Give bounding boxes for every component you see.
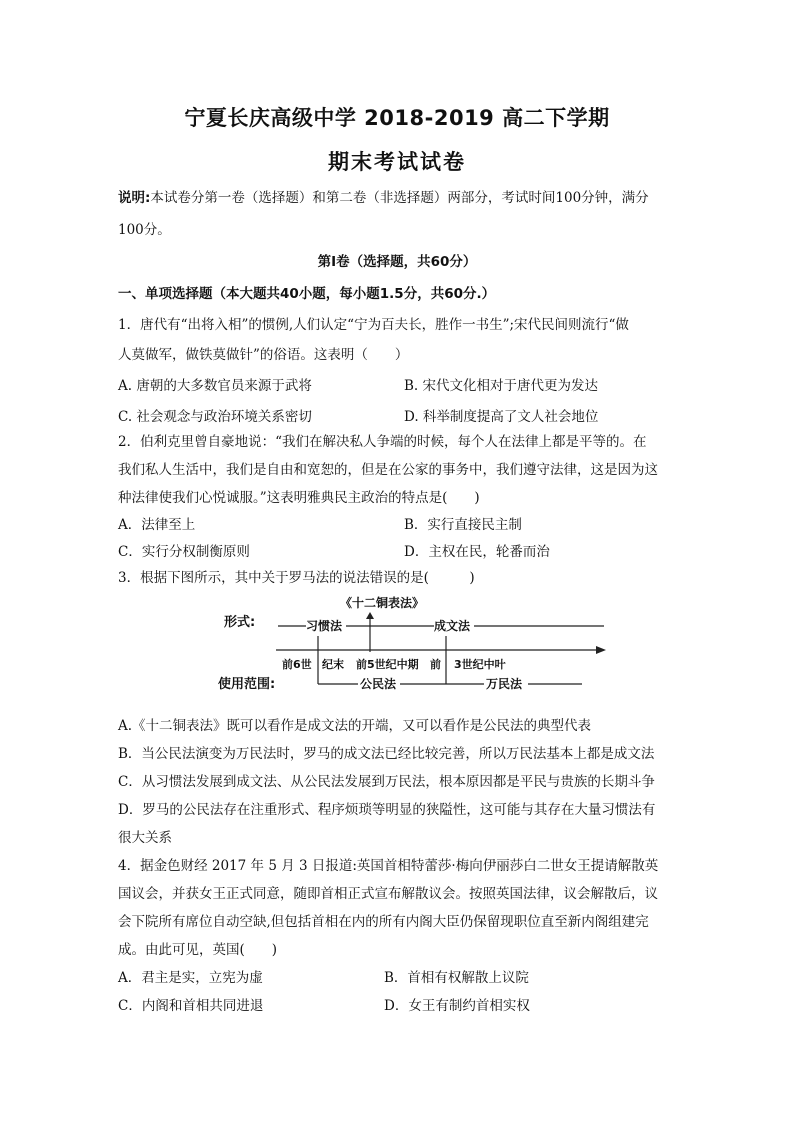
q2-stem-line-2: 我们私人生活中，我们是自由和宽恕的，但是在公家的事务中，我们遵守法律，这是因为这 [118, 462, 658, 478]
q4-option-a: A．君主是实，立宪为虚 [118, 970, 263, 986]
q1-stem-line-1: 1．唐代有“出将入相”的惯例,人们认定“宁为百夫长，胜作一书生”;宋代民间则流行“做 [118, 317, 629, 333]
exam-title: 宁夏长庆高级中学 2018-2019 高二下学期 [184, 106, 610, 130]
q1-option-c: C. 社会观念与政治环境关系密切 [118, 409, 312, 425]
q2-option-d: D．主权在民，轮番而治 [404, 544, 550, 560]
q2-option-a: A．法律至上 [118, 517, 196, 533]
diagram-time-t5: 3世纪中叶 [454, 658, 506, 671]
instructions-text: 本试卷分第一卷（选择题）和第二卷（非选择题）两部分，考试时间100分钟，满分 [150, 190, 649, 206]
q4-stem-line-4: 成。由此可见，英国( ) [118, 942, 278, 958]
q1-option-b: B. 宋代文化相对于唐代更为发达 [404, 378, 599, 394]
q4-stem-line-2: 国议会，并获女王正式同意，随即首相正式宣布解散议会。按照英国法律，议会解散后，议 [118, 886, 658, 902]
q1-option-a: A. 唐朝的大多数官员来源于武将 [118, 378, 312, 394]
q1-option-d: D. 科举制度提高了文人社会地位 [404, 409, 599, 425]
q4-option-c: C．内阁和首相共同进退 [118, 998, 264, 1014]
q3-stem: 3．根据下图所示，其中关于罗马法的说法错误的是( ) [118, 570, 475, 586]
diagram-gentium-law: 万民法 [486, 677, 523, 691]
diagram-written-law: 成文法 [434, 619, 471, 633]
diagram-twelve-tables-label: 《十二铜表法》 [340, 596, 425, 610]
volume-title: 第Ⅰ卷（选择题，共60分） [317, 254, 477, 270]
diagram-customary-law: 习惯法 [306, 619, 343, 633]
diagram-timeline-arrowhead [596, 646, 606, 654]
q4-option-d: D．女王有制约首相实权 [384, 998, 530, 1014]
q4-stem-line-1: 4．据金色财经 2017 年 5 月 3 日报道:英国首相特蕾莎·梅向伊丽莎白二世女王提请解散英 [118, 858, 659, 874]
q2-option-b: B．实行直接民主制 [404, 517, 522, 533]
diagram-time-t2: 纪末 [322, 658, 344, 671]
q4-stem-line-3: 会下院所有席位自动空缺,但包括首相在内的所有内阁大臣仍保留现职位直至新内阁组建完 [118, 914, 649, 930]
diagram-form-label: 形式: [224, 615, 256, 630]
exam-subtitle: 期末考试试卷 [328, 150, 466, 174]
q4-option-b: B．首相有权解散上议院 [384, 970, 529, 986]
q3-option-d-line-1: D．罗马的公民法存在注重形式、程序烦琐等明显的狭隘性，这可能与其存在大量习惯法有 [118, 802, 656, 818]
q3-option-c: C．从习惯法发展到成文法、从公民法发展到万民法，根本原因都是平民与贵族的长期斗争 [118, 774, 655, 790]
diagram-civil-law: 公民法 [360, 677, 397, 691]
diagram-time-t3: 前5世纪中期 [356, 658, 419, 671]
diagram-time-t1: 前6世 [282, 658, 312, 671]
diagram-arrow-head [366, 612, 374, 619]
part-title: 一、单项选择题（本大题共40小题，每小题1.5分，共60分.） [118, 286, 496, 302]
instructions-label: 说明: [118, 190, 151, 206]
instructions-line-2: 100分。 [118, 222, 171, 238]
q3-option-b: B．当公民法演变为万民法时，罗马的成文法已经比较完善，所以万民法基本上都是成文法 [118, 746, 655, 762]
diagram-time-t4: 前 [430, 658, 441, 671]
diagram-scope-label: 使用范围: [218, 677, 276, 692]
q1-stem-line-2: 人莫做军，做铁莫做针”的俗语。这表明（ ） [118, 347, 409, 363]
q3-option-a: A.《十二铜表法》既可以看作是成文法的开端，又可以看作是公民法的典型代表 [118, 718, 592, 734]
q2-stem-line-1: 2．伯利克里曾自豪地说：“我们在解决私人争端的时候，每个人在法律上都是平等的。在 [118, 434, 647, 450]
roman-law-diagram [210, 592, 610, 698]
instructions-line-1 [118, 186, 649, 206]
q2-stem-line-3: 种法律使我们心悦诚服。”这表明雅典民主政治的特点是( ) [118, 490, 480, 506]
q2-option-c: C．实行分权制衡原则 [118, 544, 250, 560]
q3-option-d-line-2: 很大关系 [118, 830, 172, 846]
